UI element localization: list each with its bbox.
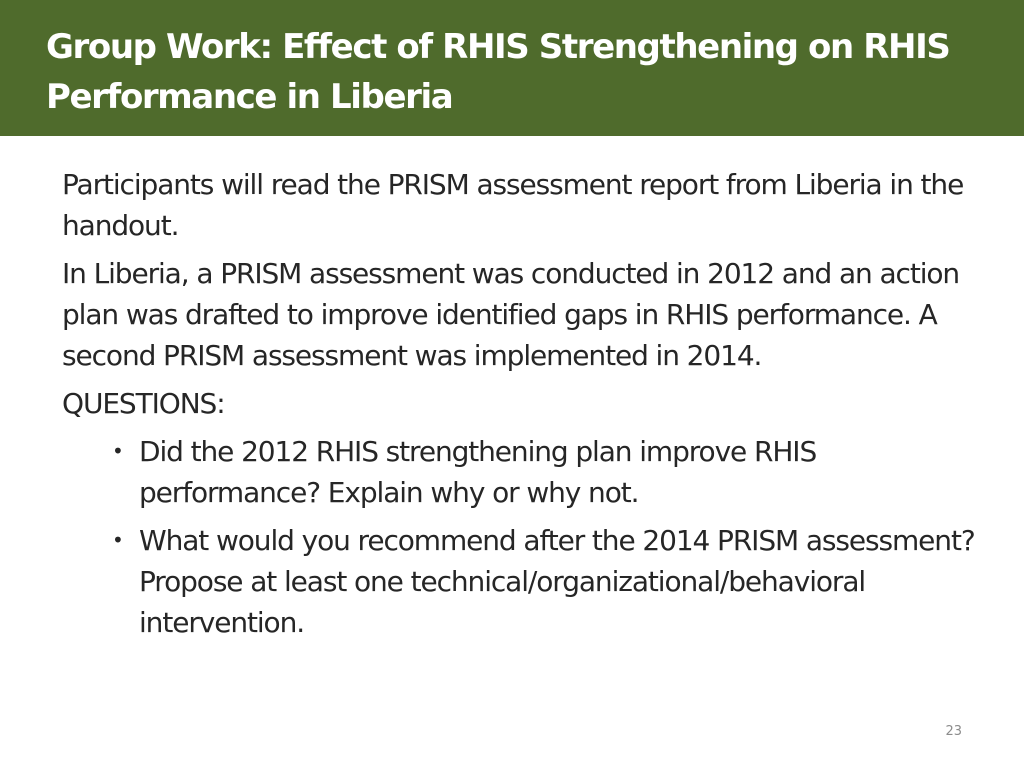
questions-heading: QUESTIONS:: [62, 387, 225, 420]
intro-paragraph: Participants will read the PRISM assessment report from Liberia in the handout.: [62, 168, 964, 242]
list-item: [62, 431, 982, 513]
title-bar: [0, 0, 1024, 136]
questions-list: [62, 431, 982, 643]
question-text: What would you recommend after the 2014 PRISM assessment? Propose at least one technical/organizational/behavioral intervention.: [139, 524, 975, 639]
bullet-icon: •: [112, 439, 123, 463]
question-text: Did the 2012 RHIS strengthening plan improve RHIS performance? Explain why or why not.: [139, 435, 817, 509]
list-item: [62, 520, 982, 643]
bullet-icon: •: [112, 528, 123, 552]
slide-title: Group Work: Effect of RHIS Strengthening on RHIS Performance in Liberia: [46, 27, 950, 117]
slide-body: [62, 164, 982, 650]
page-number: 23: [945, 724, 962, 739]
context-paragraph: In Liberia, a PRISM assessment was conducted in 2012 and an action plan was drafted to improve identified gaps in RHIS performance. A second PRISM assessment was implemented in 2014.: [62, 257, 960, 372]
